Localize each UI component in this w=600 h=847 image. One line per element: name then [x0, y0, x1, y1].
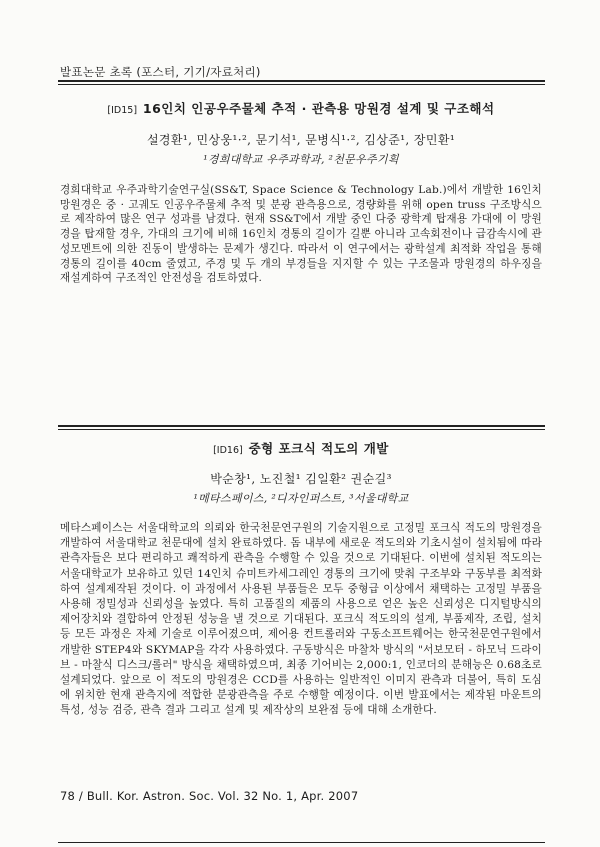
abstract-title-text: 중형 포크식 적도의 개발 [248, 441, 389, 456]
section-divider-thin [58, 429, 545, 430]
journal-citation: 78 / Bull. Kor. Astron. Soc. Vol. 32 No. 1, Apr. 2007 [60, 789, 359, 803]
affiliation-list: ¹메타스페이스, ²디자인퍼스트, ³서울대학교 [193, 492, 409, 505]
abstract-title [60, 99, 542, 117]
abstract-id16 [60, 439, 542, 719]
abstract-code: [ID16] [213, 445, 243, 456]
affiliation-list: ¹경희대학교 우주과학과, ²천문우주기획 [203, 153, 399, 166]
top-rule-thin [58, 84, 545, 85]
abstract-code: [ID15] [107, 105, 138, 116]
section-divider [58, 425, 545, 427]
author-list: 설경환¹, 민상웅¹·², 문기석¹, 문병식¹·², 김상준¹, 장민환¹ [146, 133, 456, 147]
section-header: 발표논문 초록 (포스터, 기기/자료처리) [60, 65, 261, 79]
footer-rule [58, 842, 545, 843]
abstract-title-text: 16인치 인공우주물체 추적 · 관측용 망원경 설계 및 구조해석 [142, 101, 495, 116]
top-rule [58, 80, 545, 82]
abstract-body: 경희대학교 우주과학기술연구실(SS&T, Space Science & Technology Lab.)에서 개발한 16인치 망원경은 중 · 고궤도 인공우주물체 추적 및 분광 관측용으로, 경량화를 위해 open truss 구조방식으로 제작하여 많은 연구 성과를 남겼다. 현재 SS&T에서 개발 중인 다중 광학계 탑재용 가대에 이 망원경을 탑재할 경우, 가대의 크기에 비해 16인치 경통의 길이가 길뿐 아니라 고속회전이나 급감속시에 관성모멘트에 의한 진동이 발생하는 문제가 생긴다. 따라서 이 연구에서는 광학설계 최적화 작업을 통해 경통의 길이를 40cm 줄였고, 주경 및 두 개의 부경들을 지지할 수 있는 구조물과 망원경의 하우징을 재설계하여 구조적인 안전성을 검토하였다. [60, 184, 542, 285]
abstract-body: 메타스페이스는 서울대학교의 의뢰와 한국천문연구원의 기술지원으로 고정밀 포크식 적도의 망원경을 개발하여 서울대학교 천문대에 설치 완료하였다. 돔 내부에 새로운 적도의와 기초시설이 설치됨에 따라 관측자들은 보다 편리하고 쾌적하게 관측을 수행할 수 있을 것으로 기대된다. 이번에 설치된 적도의는 서울대학교가 보유하고 있던 14인치 슈미트카세그레인 경통의 크기에 맞춰 구조부와 구동부를 최적화하여 설계제작된 것이다. 이 과정에서 사용된 부품들은 모두 중형급 이상에서 채택하는 고정밀 부품을 사용해 정밀성과 신뢰성을 높였다. 특히 고품질의 제품의 사용으로 얻은 높은 신뢰성은 디지털방식의 제어장치와 결합하여 안정된 성능을 낼 것으로 기대된다. 포크식 적도의의 설계, 부품제작, 조립, 설치 등 모든 과정은 자체 기술로 이루어졌으며, 제어용 컨트롤러와 구동소프트웨어는 한국천문연구원에서 개발한 STEP4와 SKYMAP을 각각 사용하였다. 구동방식은 마찰차 방식의 "서보모터 - 하모닉 드라이브 - 마찰식 디스크/롤러" 방식을 채택하였으며, 최종 기어비는 2,000:1, 인코더의 분해능은 0.68초로 설계되었다. 앞으로 이 적도의 망원경은 CCD를 사용하는 일반적인 이미지 관측과 더불어, 특히 도심에 위치한 현재 관측지에 적합한 분광관측을 주로 수행할 예정이다. 이번 발표에서는 제작된 마운트의 특성, 성능 검증, 관측 결과 그리고 설계 및 제작상의 보완점 등에 대해 소개한다. [60, 522, 542, 717]
abstract-id15 [60, 99, 542, 286]
author-list: 박순창¹, 노진철¹ 김일환² 권순길³ [210, 472, 392, 486]
abstract-title [60, 439, 542, 457]
